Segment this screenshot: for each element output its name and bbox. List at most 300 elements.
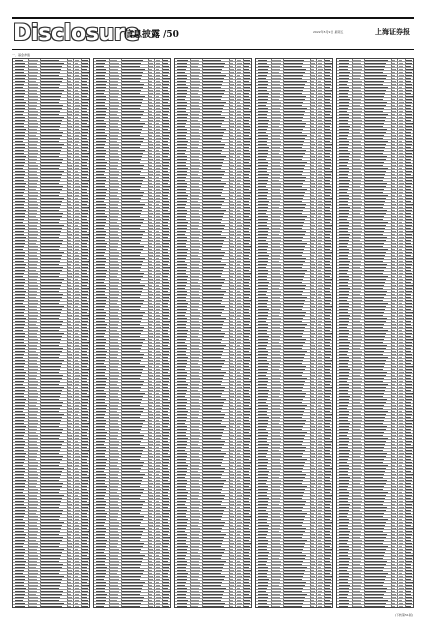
table-cell bbox=[75, 504, 79, 505]
table-cell bbox=[177, 267, 187, 268]
table-cell bbox=[244, 276, 251, 277]
table-cell bbox=[29, 528, 39, 529]
table-cell bbox=[149, 276, 152, 277]
table-cell bbox=[110, 507, 120, 508]
table-cell bbox=[177, 189, 187, 190]
table-cell bbox=[96, 135, 107, 136]
table-cell bbox=[156, 528, 160, 529]
table-cell bbox=[149, 270, 153, 271]
table-cell bbox=[191, 237, 199, 238]
table-cell bbox=[272, 318, 282, 319]
table-cell bbox=[15, 525, 25, 526]
table-cell bbox=[318, 78, 322, 79]
table-cell bbox=[311, 252, 315, 253]
table-cell bbox=[29, 189, 37, 190]
table-cell bbox=[284, 102, 303, 103]
table-cell bbox=[191, 480, 199, 481]
table-cell bbox=[203, 306, 225, 307]
table-cell bbox=[311, 474, 315, 475]
table-cell bbox=[272, 411, 282, 412]
table-cell bbox=[203, 234, 221, 235]
table-cell bbox=[272, 216, 280, 217]
table-cell bbox=[203, 399, 225, 400]
table-cell bbox=[82, 135, 88, 136]
table-cell bbox=[75, 288, 79, 289]
table-cell bbox=[15, 348, 26, 349]
table-cell bbox=[122, 495, 141, 496]
table-cell bbox=[244, 243, 250, 244]
table-cell bbox=[156, 141, 161, 142]
table-cell bbox=[15, 432, 25, 433]
table-cell bbox=[311, 153, 314, 154]
table-cell bbox=[156, 504, 161, 505]
table-cell bbox=[284, 453, 303, 454]
table-cell bbox=[272, 372, 282, 373]
table-cell bbox=[177, 90, 188, 91]
table-cell bbox=[156, 438, 161, 439]
table-cell bbox=[122, 342, 143, 343]
table-cell bbox=[75, 318, 79, 319]
table-cell bbox=[230, 120, 233, 121]
table-cell bbox=[203, 246, 222, 247]
table-cell bbox=[163, 276, 169, 277]
table-cell bbox=[156, 429, 160, 430]
table-cell bbox=[284, 528, 306, 529]
table-cell bbox=[82, 225, 88, 226]
table-cell bbox=[75, 294, 80, 295]
table-cell bbox=[325, 504, 331, 505]
table-cell bbox=[272, 456, 281, 457]
table-cell bbox=[82, 228, 88, 229]
table-cell bbox=[244, 555, 249, 556]
table-cell bbox=[318, 201, 322, 202]
table-cell bbox=[82, 297, 88, 298]
table-cell bbox=[191, 243, 201, 244]
table-cell bbox=[68, 81, 71, 82]
table-cell bbox=[177, 156, 188, 157]
table-cell bbox=[318, 405, 322, 406]
table-cell bbox=[230, 261, 234, 262]
table-cell bbox=[163, 429, 170, 430]
table-cell bbox=[149, 462, 153, 463]
table-cell bbox=[191, 426, 199, 427]
table-cell bbox=[318, 288, 323, 289]
table-cell bbox=[318, 486, 322, 487]
table-cell bbox=[122, 333, 141, 334]
table-cell bbox=[156, 78, 160, 79]
table-cell bbox=[258, 528, 269, 529]
table-cell bbox=[325, 282, 332, 283]
table-cell bbox=[156, 582, 160, 583]
table-cell bbox=[75, 597, 79, 598]
table-cell bbox=[203, 252, 225, 253]
table-cell bbox=[156, 552, 160, 553]
table-cell bbox=[41, 453, 58, 454]
table-cell bbox=[82, 108, 88, 109]
table-cell bbox=[156, 579, 160, 580]
table-cell bbox=[272, 78, 281, 79]
table-cell bbox=[29, 564, 37, 565]
table-cell bbox=[122, 477, 143, 478]
table-cell bbox=[237, 135, 242, 136]
table-cell bbox=[122, 321, 141, 322]
table-cell bbox=[75, 66, 80, 67]
table-cell bbox=[68, 480, 72, 481]
table-cell bbox=[177, 186, 187, 187]
table-cell bbox=[237, 96, 241, 97]
table-cell bbox=[244, 306, 250, 307]
table-cell bbox=[311, 255, 315, 256]
table-cell bbox=[110, 537, 119, 538]
table-cell bbox=[41, 570, 60, 571]
table-cell bbox=[156, 207, 161, 208]
table-cell bbox=[318, 330, 323, 331]
table-cell bbox=[156, 369, 161, 370]
table-cell bbox=[15, 90, 26, 91]
table-cell bbox=[149, 165, 153, 166]
table-cell bbox=[258, 336, 269, 337]
table-cell bbox=[318, 423, 323, 424]
table-cell bbox=[96, 597, 107, 598]
table-cell bbox=[318, 66, 322, 67]
table-cell bbox=[272, 225, 281, 226]
table-cell bbox=[203, 351, 223, 352]
table-cell bbox=[230, 327, 234, 328]
table-cell bbox=[237, 402, 242, 403]
table-cell bbox=[191, 360, 199, 361]
table-cell bbox=[272, 312, 280, 313]
table-cell bbox=[177, 549, 188, 550]
table-cell bbox=[272, 60, 282, 61]
table-cell bbox=[258, 468, 267, 469]
table-cell bbox=[325, 114, 331, 115]
table-cell bbox=[29, 105, 37, 106]
table-cell bbox=[311, 279, 315, 280]
table-cell bbox=[230, 324, 233, 325]
table-cell bbox=[41, 507, 58, 508]
table-cell bbox=[156, 339, 160, 340]
table-cell bbox=[163, 453, 169, 454]
table-cell bbox=[191, 60, 200, 61]
table-cell bbox=[149, 96, 153, 97]
table-cell bbox=[230, 495, 234, 496]
table-cell bbox=[325, 138, 331, 139]
table-cell bbox=[311, 375, 315, 376]
table-cell bbox=[41, 78, 63, 79]
table-cell bbox=[237, 81, 242, 82]
table-cell bbox=[318, 534, 322, 535]
table-cell bbox=[82, 273, 87, 274]
table-cell bbox=[82, 483, 88, 484]
table-cell bbox=[318, 270, 322, 271]
table-cell bbox=[230, 384, 234, 385]
table-cell bbox=[29, 114, 38, 115]
table-cell bbox=[237, 288, 241, 289]
table-cell bbox=[191, 600, 200, 601]
table-cell bbox=[75, 249, 79, 250]
table-cell bbox=[156, 498, 160, 499]
table-cell bbox=[191, 261, 200, 262]
table-cell bbox=[318, 141, 323, 142]
table-cell bbox=[29, 366, 39, 367]
table-cell bbox=[325, 243, 331, 244]
table-cell bbox=[163, 243, 170, 244]
table-cell bbox=[163, 225, 168, 226]
table-cell bbox=[244, 537, 250, 538]
table-cell bbox=[203, 504, 221, 505]
table-cell bbox=[82, 234, 89, 235]
table-row bbox=[13, 605, 89, 608]
table-cell bbox=[82, 327, 87, 328]
table-cell bbox=[96, 447, 107, 448]
table-cell bbox=[110, 72, 118, 73]
table-cell bbox=[191, 285, 201, 286]
table-cell bbox=[203, 219, 222, 220]
table-cell bbox=[272, 375, 281, 376]
table-cell bbox=[237, 189, 242, 190]
table-cell bbox=[82, 558, 89, 559]
table-cell bbox=[237, 273, 241, 274]
table-cell bbox=[96, 369, 106, 370]
table-cell bbox=[96, 483, 105, 484]
table-cell bbox=[244, 237, 250, 238]
table-cell bbox=[122, 309, 140, 310]
table-cell bbox=[15, 267, 26, 268]
table-cell bbox=[163, 585, 169, 586]
table-cell bbox=[191, 573, 200, 574]
table-cell bbox=[191, 345, 199, 346]
table-cell bbox=[191, 99, 200, 100]
table-cell bbox=[96, 552, 105, 553]
table-cell bbox=[122, 165, 144, 166]
table-cell bbox=[110, 153, 118, 154]
table-cell bbox=[272, 162, 280, 163]
table-cell bbox=[75, 132, 80, 133]
table-cell bbox=[258, 504, 268, 505]
table-cell bbox=[325, 171, 332, 172]
table-cell bbox=[29, 69, 39, 70]
table-cell bbox=[163, 201, 170, 202]
table-cell bbox=[230, 501, 234, 502]
table-cell bbox=[96, 414, 105, 415]
table-cell bbox=[110, 384, 118, 385]
table-cell bbox=[156, 483, 160, 484]
table-cell bbox=[284, 96, 306, 97]
table-cell bbox=[41, 372, 58, 373]
table-cell bbox=[244, 369, 251, 370]
table-cell bbox=[191, 174, 199, 175]
table-cell bbox=[41, 603, 63, 604]
table-cell bbox=[110, 126, 118, 127]
table-cell bbox=[311, 417, 315, 418]
table-cell bbox=[237, 501, 241, 502]
table-cell bbox=[68, 201, 72, 202]
table-cell bbox=[318, 522, 322, 523]
table-cell bbox=[237, 210, 241, 211]
table-cell bbox=[41, 102, 58, 103]
table-cell bbox=[149, 297, 153, 298]
table-cell bbox=[284, 303, 304, 304]
table-cell bbox=[318, 255, 322, 256]
table-cell bbox=[284, 111, 305, 112]
table-cell bbox=[203, 144, 225, 145]
table-cell bbox=[318, 345, 322, 346]
table-cell bbox=[41, 333, 63, 334]
table-cell bbox=[163, 318, 169, 319]
table-cell bbox=[203, 60, 220, 61]
table-cell bbox=[122, 426, 142, 427]
table-cell bbox=[203, 291, 225, 292]
table-cell bbox=[29, 510, 37, 511]
table-cell bbox=[272, 459, 280, 460]
table-cell bbox=[272, 204, 280, 205]
table-cell bbox=[284, 357, 304, 358]
table-cell bbox=[75, 102, 79, 103]
table-cell bbox=[29, 495, 37, 496]
table-cell bbox=[29, 303, 38, 304]
table-cell bbox=[311, 504, 314, 505]
table-cell bbox=[177, 201, 187, 202]
table-cell bbox=[75, 522, 79, 523]
table-cell bbox=[29, 237, 38, 238]
table-cell bbox=[191, 162, 201, 163]
table-cell bbox=[230, 366, 234, 367]
table-cell bbox=[41, 123, 61, 124]
table-cell bbox=[82, 165, 87, 166]
table-cell bbox=[96, 432, 107, 433]
table-cell bbox=[41, 348, 63, 349]
table-cell bbox=[82, 333, 88, 334]
table-cell bbox=[272, 75, 282, 76]
table-cell bbox=[318, 384, 323, 385]
table-cell bbox=[258, 438, 268, 439]
table-cell bbox=[68, 510, 72, 511]
table-cell bbox=[110, 405, 119, 406]
table-cell bbox=[311, 96, 315, 97]
table-cell bbox=[177, 249, 188, 250]
table-cell bbox=[325, 351, 331, 352]
table-cell bbox=[15, 75, 26, 76]
table-cell bbox=[258, 246, 268, 247]
table-cell bbox=[96, 453, 106, 454]
table-cell bbox=[177, 510, 187, 511]
table-cell bbox=[311, 111, 315, 112]
table-cell bbox=[122, 243, 139, 244]
table-cell bbox=[75, 291, 79, 292]
table-cell bbox=[203, 438, 220, 439]
table-cell bbox=[75, 84, 79, 85]
table-cell bbox=[41, 246, 60, 247]
table-cell bbox=[237, 474, 241, 475]
table-cell bbox=[41, 213, 63, 214]
table-cell bbox=[191, 303, 200, 304]
table-cell bbox=[75, 459, 80, 460]
table-cell bbox=[325, 390, 332, 391]
table-cell bbox=[41, 534, 58, 535]
table-cell bbox=[15, 381, 24, 382]
table-cell bbox=[244, 327, 251, 328]
table-cell bbox=[237, 162, 242, 163]
table-cell bbox=[230, 498, 233, 499]
table-cell bbox=[96, 93, 105, 94]
table-cell bbox=[203, 231, 222, 232]
table-cell bbox=[237, 306, 242, 307]
table-cell bbox=[110, 177, 118, 178]
table-cell bbox=[149, 153, 153, 154]
table-cell bbox=[318, 342, 323, 343]
table-cell bbox=[41, 480, 58, 481]
table-cell bbox=[237, 342, 241, 343]
table-cell bbox=[237, 447, 241, 448]
table-cell bbox=[258, 525, 269, 526]
table-cell bbox=[156, 342, 161, 343]
table-cell bbox=[191, 402, 199, 403]
table-cell bbox=[122, 183, 142, 184]
table-cell bbox=[15, 123, 25, 124]
table-cell bbox=[191, 465, 200, 466]
table-cell bbox=[203, 483, 224, 484]
table-cell bbox=[237, 72, 241, 73]
table-cell bbox=[230, 249, 234, 250]
table-cell bbox=[149, 249, 152, 250]
table-cell bbox=[75, 147, 80, 148]
table-cell bbox=[122, 324, 139, 325]
table-cell bbox=[149, 381, 153, 382]
table-cell bbox=[110, 327, 118, 328]
table-cell bbox=[230, 363, 233, 364]
table-cell bbox=[15, 336, 25, 337]
table-cell bbox=[163, 564, 170, 565]
table-cell bbox=[318, 105, 322, 106]
table-cell bbox=[75, 201, 80, 202]
table-cell bbox=[68, 456, 72, 457]
table-cell bbox=[284, 276, 304, 277]
table-cell bbox=[191, 384, 200, 385]
table-cell bbox=[203, 564, 224, 565]
table-cell bbox=[41, 243, 62, 244]
table-cell bbox=[284, 426, 303, 427]
table-cell bbox=[15, 399, 26, 400]
table-cell bbox=[325, 147, 332, 148]
table-cell bbox=[311, 405, 315, 406]
table-cell bbox=[29, 258, 39, 259]
table-cell bbox=[75, 540, 80, 541]
table-cell bbox=[325, 294, 332, 295]
table-cell bbox=[41, 237, 58, 238]
table-cell bbox=[318, 216, 322, 217]
table-cell bbox=[177, 375, 187, 376]
table-cell bbox=[82, 285, 88, 286]
table-cell bbox=[311, 423, 314, 424]
table-cell bbox=[284, 315, 305, 316]
table-cell bbox=[110, 285, 118, 286]
table-cell bbox=[163, 474, 169, 475]
table-cell bbox=[75, 414, 79, 415]
table-cell bbox=[110, 585, 118, 586]
table-cell bbox=[237, 492, 241, 493]
table-cell bbox=[272, 303, 282, 304]
table-cell bbox=[122, 231, 144, 232]
table-cell bbox=[163, 543, 169, 544]
table-cell bbox=[311, 369, 314, 370]
table-cell bbox=[156, 105, 160, 106]
table-cell bbox=[15, 510, 26, 511]
table-cell bbox=[325, 507, 330, 508]
table-cell bbox=[96, 402, 105, 403]
table-cell bbox=[29, 540, 37, 541]
table-cell bbox=[68, 312, 71, 313]
table-cell bbox=[272, 213, 281, 214]
